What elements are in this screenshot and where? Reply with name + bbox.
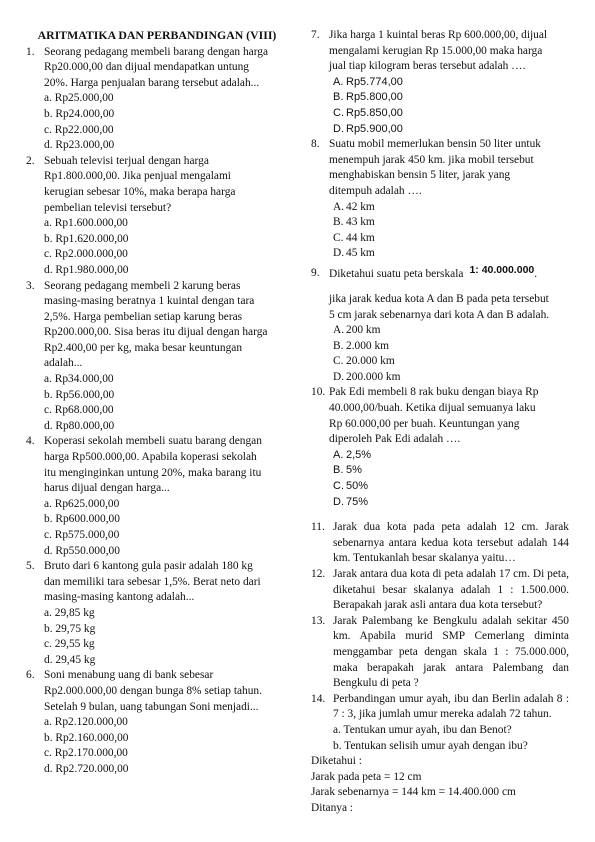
option-d: d. Rp23.000,00 [44, 139, 115, 152]
option-a: A. 2,5% [333, 448, 372, 461]
option-d: D. 75% [333, 495, 369, 508]
question-text: Jarak dua kota pada peta adalah 12 cm. Jarak sebenarnya antara kedua kota tersebut adalah 144 km. Tentukanlah besar skalanya yaitu… [333, 521, 569, 565]
option-a: A. 42 km [333, 200, 375, 213]
question-number: 12. [311, 568, 326, 580]
option-c: c. Rp575.000,00 [44, 529, 120, 541]
option-b: b. Rp24.000,00 [44, 107, 115, 120]
work-line: Jarak sebenarnya = 144 km = 14.400.000 cm [311, 786, 516, 799]
question-2 [26, 154, 284, 279]
option-b: B. Rp5.800,00 [333, 91, 403, 104]
question-line: pembelian televisi tersebut? [44, 201, 172, 214]
option-a: a. Rp25.000,00 [44, 92, 114, 105]
question-line: Rp 60.000,00 per buah. Keuntungan yang [329, 417, 520, 430]
question-4 [26, 434, 284, 559]
option-c: C. Rp5.850,00 [333, 106, 403, 119]
option-d: D. 200.000 km [333, 370, 401, 383]
work-line: Diketahui : [311, 755, 362, 768]
option-c: c. Rp2.170.000,00 [44, 747, 128, 760]
question-6 [26, 668, 284, 777]
question-8 [311, 137, 569, 199]
question-line: harus dijual dengan harga... [44, 482, 170, 495]
question-number: 1. [26, 45, 35, 58]
work-line: Ditanya : [311, 801, 354, 814]
sub-question-a: a. Tentukan umur ayah, ibu dan Benot? [333, 723, 512, 736]
question-3 [26, 279, 284, 435]
question-text: Jarak antara dua kota di peta adalah 17 cm. Di peta, diketahui besar skalanya adalah 1 : 1.500.000. Berapakah jarak asli antara dua kota tersebut? [333, 568, 569, 612]
question-number: 10. [311, 386, 326, 399]
option-b: b. Rp1.620.000,00 [44, 232, 129, 245]
option-a: a. Rp2.120.000,00 [44, 716, 128, 729]
question-line: 5 cm jarak sebenarnya dari kota A dan B adalah. [329, 308, 550, 321]
option-d: D. Rp5.900,00 [333, 122, 403, 135]
question-line: Rp2.400,00 per kg, maka besar keuntungan [44, 341, 243, 354]
option-a: A. 200 km [333, 324, 381, 337]
option-c: C. 44 km [333, 231, 375, 244]
worksheet-title: ARITMATIKA DAN PERBANDINGAN (VIII) [37, 28, 277, 42]
question-line: 2,5%. Harga pembelian setiap karung beras [44, 310, 243, 323]
option-b: b. Rp600.000,00 [44, 513, 120, 526]
option-d: d. Rp80.000,00 [44, 419, 115, 432]
question-number: 3. [26, 279, 35, 292]
question-5 [26, 559, 284, 668]
question-line: menempuh jarak 450 km. jika mobil tersebut [329, 153, 534, 166]
question-line: jual tiap kilogram beras tersebut adalah …. [329, 60, 526, 73]
option-c: C. 50% [333, 480, 369, 493]
option-a: a. Rp625.000,00 [44, 497, 120, 510]
question-10 [311, 385, 569, 447]
question-line: Seorang pedagang membeli 2 karung beras [44, 279, 241, 292]
question-9: 9. Diketahui suatu peta berskala 1: 40.000.000. jika jarak kedua kota A dan B pada peta tersebut 5 cm jarak sebenarnya dari kota A dan B adalah. [311, 262, 569, 323]
question-line: diperoleh Pak Edi adalah …. [329, 433, 461, 446]
option-d: d. Rp550.000,00 [44, 544, 120, 557]
question-14 [311, 692, 569, 754]
option-b: b. Rp56.000,00 [44, 388, 115, 401]
question-line: Soni menabung uang di bank sebesar [44, 669, 214, 682]
question-text: Jarak Palembang ke Bengkulu adalah sekitar 450 km. Apabila murid SMP Cemerlang diminta menggambar peta dengan skala 1 : 75.000.000, maka berapakah jarak antara Palembang dan Bengkulu di peta ? [333, 614, 569, 690]
question-line: Pak Edi membeli 8 rak buku dengan biaya Rp [329, 386, 539, 399]
question-text: Perbandingan umur ayah, ibu dan Berlin adalah 8 : 7 : 3, jika jumlah umur mereka adalah 72 tahun. [333, 692, 569, 721]
sub-question-b: b. Tentukan selisih umur ayah dengan ibu? [333, 739, 528, 752]
question-11 [311, 520, 569, 567]
option-d: D. 45 km [333, 247, 375, 260]
question-line: Setelah 9 bulan, uang tabungan Soni menjadi... [44, 700, 259, 713]
question-13 [311, 614, 569, 692]
work-line: Jarak pada peta = 12 cm [311, 770, 422, 783]
question-line: Koperasi sekolah membeli suatu barang dengan [44, 435, 262, 448]
option-c: C. 20.000 km [333, 355, 395, 368]
question-line: Rp20.000,00 dan dijual mendapatkan untung [44, 61, 249, 74]
question-number: 2. [26, 154, 35, 167]
question-line: Rp200.000,00. Sisa beras itu dijual dengan harga [44, 326, 268, 339]
option-d: d. Rp2.720.000,00 [44, 762, 129, 775]
option-c: c. Rp22.000,00 [44, 123, 114, 136]
option-c: c. 29,55 kg [44, 638, 95, 651]
question-number: 11. [311, 521, 325, 534]
question-line: 20%. Harga penjualan barang tersebut adalah... [44, 76, 260, 89]
question-line: Suatu mobil memerlukan bensin 50 liter untuk [329, 138, 541, 151]
question-number: 5. [26, 560, 35, 573]
question-line: ditempuh adalah …. [329, 184, 422, 197]
left-column [26, 28, 284, 778]
question-line: dan memiliki tara sebesar 1,5%. Berat neto dari [44, 575, 261, 588]
question-line: mengalami kerugian Rp 15.000,00 maka harga [329, 44, 543, 57]
answer-work [311, 754, 569, 816]
question-line: jika jarak kedua kota A dan B pada peta tersebut [329, 292, 549, 305]
question-number: 8. [311, 138, 320, 151]
question-number: 9. [311, 266, 320, 279]
question-line: masing-masing beratnya 1 kuintal dengan tara [44, 295, 255, 308]
question-line: Sebuah televisi terjual dengan harga [44, 154, 209, 167]
question-1 [26, 45, 284, 154]
option-c: c. Rp2.000.000,00 [44, 248, 128, 261]
question-number: 14. [311, 692, 326, 705]
option-c: c. Rp68.000,00 [44, 404, 114, 417]
question-12 [311, 567, 569, 614]
option-d: d. 29,45 kg [44, 653, 96, 666]
question-number: 4. [26, 435, 35, 448]
question-line: masing-masing kantong adalah... [44, 591, 195, 604]
question-7 [311, 28, 569, 75]
option-a: A. Rp5.774,00 [333, 75, 403, 88]
option-a: a. Rp1.600.000,00 [44, 217, 128, 230]
question-line: Bruto dari 6 kantong gula pasir adalah 180 kg [44, 560, 253, 573]
right-column [311, 28, 569, 817]
option-b: b. Rp2.160.000,00 [44, 731, 129, 744]
question-line: menghabiskan bensin 5 liter, jarak yang [329, 169, 511, 182]
option-b: b. 29,75 kg [44, 622, 96, 635]
question-line: itu menginginkan untung 20%, maka barang itu [44, 466, 262, 479]
option-b: B. 43 km [333, 216, 375, 229]
question-line: Jika harga 1 kuintal beras Rp 600.000,00, dijual [329, 29, 548, 41]
map-scale: 1: 40.000.000 [469, 263, 535, 276]
left-question-list [26, 45, 284, 778]
question-number: 13. [311, 614, 326, 627]
question-line: harga Rp500.000,00. Apabila koperasi sekolah [44, 451, 257, 464]
question-line: 40.000,00/buah. Ketika dijual semuanya laku [329, 402, 536, 415]
option-a: a. Rp34.000,00 [44, 373, 114, 386]
question-line: adalah... [44, 357, 83, 370]
option-b: B. 5% [333, 464, 362, 477]
question-line: Seorang pedagang membeli barang dengan harga [44, 45, 269, 58]
option-d: d. Rp1.980.000,00 [44, 263, 129, 276]
option-b: B. 2.000 km [333, 339, 390, 352]
question-line: kerugian sebesar 10%, maka berapa harga [44, 185, 236, 198]
question-number: 7. [311, 29, 320, 41]
question-number: 6. [26, 669, 35, 682]
question-line: Rp2.000.000,00 dengan bunga 8% setiap tahun. [44, 684, 262, 697]
option-a: a. 29,85 kg [44, 606, 95, 619]
question-line: Rp1.800.000,00. Jika penjual mengalami [44, 170, 231, 183]
question-lead: Diketahui suatu peta berskala [329, 267, 464, 280]
